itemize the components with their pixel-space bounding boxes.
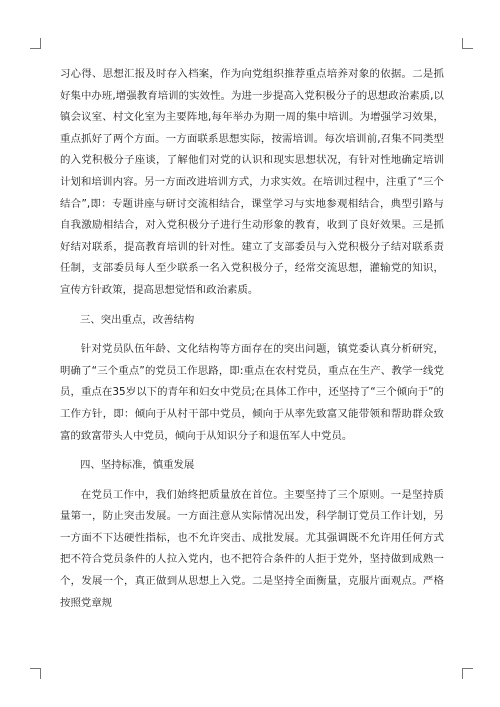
crop-mark-bottom-right — [462, 668, 473, 679]
body-paragraph-3: 在党员工作中，我们始终把质量放在首位。主要坚持了三个原则。一是坚持质量第一，防止突击发展。一方面注意从实际情况出发，科学制订党员工作计划，另一方面不下达硬性指标，也不允许突击、成批发展。尤其强调既不允许用任何方式把不符合党员条件的人拉入党内，也不把符合条件的人拒于党外，坚持做到成熟一个，发展一个，真正做到从思想上入党。二是坚持全面衡量，克服片面观点。严格按照党章规 — [60, 488, 444, 609]
body-paragraph-1: 习心得、思想汇报及时存入档案，作为向党组织推荐重点培养对象的依据。二是抓好集中办班,增强教育培训的实效性。为进一步提高入党积极分子的思想政治素质,以镇会议室、村文化室为主要阵地,每年举办为期一周的集中培训。为增强学习效果，重点抓好了两个方面。一方面联系思想实际，按需培训。每次培训前,召集不同类型的入党积极分子座谈，了解他们对党的认识和现实思想状况，有针对性地确定培训计划和培训内容。另一方面改进培训方式，力求实效。在培训过程中，注重了“三个结合”,即：专题讲座与研讨交流相结合，课堂学习与实地参观相结合，典型引路与自我激励相结合，对入党积极分子进行生动形象的教育，收到了良好效果。三是抓好结对联系，提高教育培训的针对性。建立了支部委员与入党积极分子结对联系责任制，支部委员每人至少联系一名入党积极分子，经常交流思想，灌输党的知识，宣传方针政策，提高思想觉悟和政治素质。 — [60, 68, 444, 296]
section-heading-3: 三、突出重点，改善结构 — [80, 313, 195, 326]
section-heading-4: 四、坚持标准，慎重发展 — [80, 459, 195, 472]
crop-mark-bottom-left — [30, 668, 41, 679]
crop-mark-top-right — [462, 38, 473, 49]
body-paragraph-2: 针对党员队伍年龄、文化结构等方面存在的突出问题，镇党委认真分析研究，明确了“三个重点”的党员工作思路，即:重点在农村党员，重点在生产、教学一线党员，重点在35岁以下的青年和妇女中党员;在具体工作中，还坚持了“三个倾向于”的工作方针，即：倾向于从村干部中党员，倾向于从率先致富又能带领和帮助群众致富的致富带头人中党员，倾向于从知识分子和退伍军人中党员。 — [60, 343, 444, 442]
document-body — [60, 64, 444, 614]
crop-mark-top-left — [30, 38, 41, 49]
